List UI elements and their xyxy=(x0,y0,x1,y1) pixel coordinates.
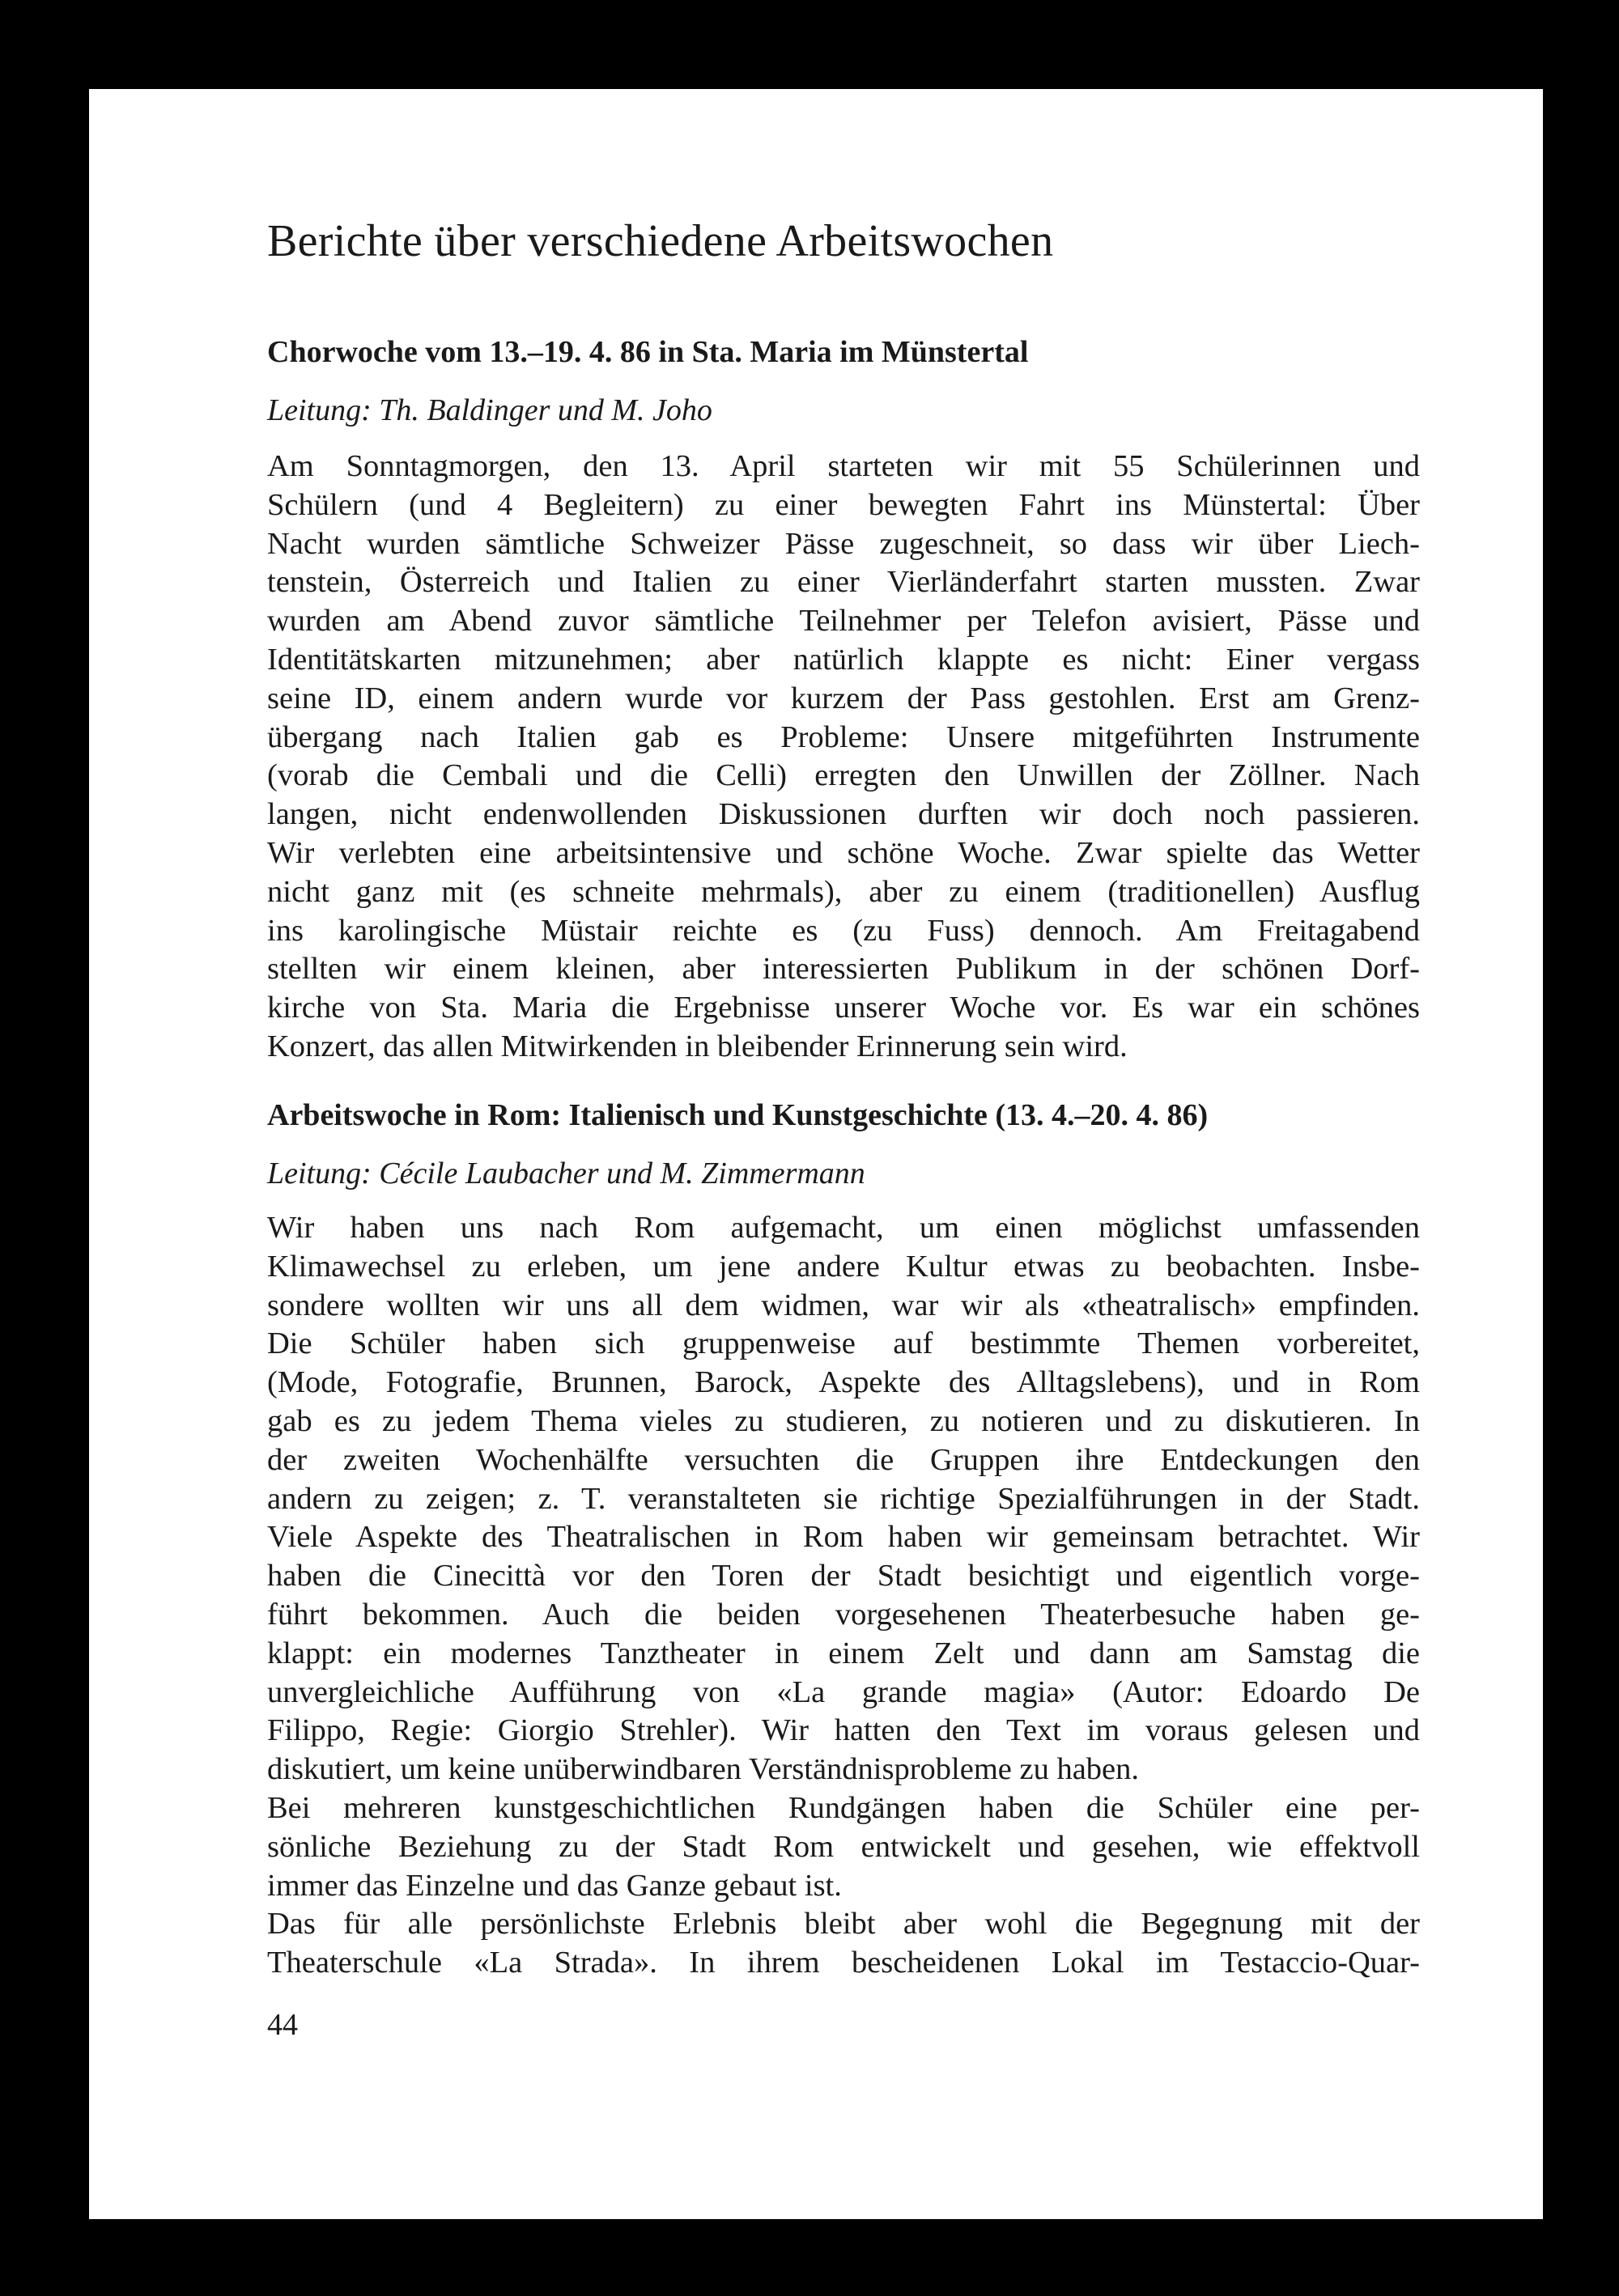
body-line: sondere wollten wir uns all dem widmen, war wir als «theatralisch» empfinden. xyxy=(267,1288,1420,1322)
body-line: übergang nach Italien gab es Probleme: Unsere mitgeführten Instrumente xyxy=(267,719,1420,754)
body-line: Nacht wurden sämtliche Schweizer Pässe zugeschneit, so dass wir über Liech- xyxy=(267,526,1420,561)
section-body-rom xyxy=(267,1209,1420,1983)
section-heading-rom: Arbeitswoche in Rom: Italienisch und Kunstgeschichte (13. 4.–20. 4. 86) xyxy=(267,1098,1209,1132)
section-body-chorwoche xyxy=(267,448,1420,1067)
body-line: Am Sonntagmorgen, den 13. April starteten wir mit 55 Schülerinnen und xyxy=(267,449,1420,483)
body-line: haben die Cinecittà vor den Toren der Stadt besichtigt und eigentlich vorge- xyxy=(267,1559,1420,1594)
body-line: sönliche Beziehung zu der Stadt Rom entwickelt und gesehen, wie effektvoll xyxy=(267,1829,1420,1864)
body-line: Die Schüler haben sich gruppenweise auf bestimmte Themen vorbereitet, xyxy=(267,1326,1420,1361)
body-line: immer das Einzelne und das Ganze gebaut ist. xyxy=(267,1868,842,1903)
body-line: Konzert, das allen Mitwirkenden in bleibender Erinnerung sein wird. xyxy=(267,1029,1128,1063)
body-line: Viele Aspekte des Theatralischen in Rom haben wir gemeinsam betrachtet. Wir xyxy=(267,1520,1420,1555)
body-line: diskutiert, um keine unüberwindbaren Verständnisprobleme zu haben. xyxy=(267,1752,1140,1787)
page-title: Berichte über verschiedene Arbeitswochen xyxy=(267,216,1054,266)
body-line: der zweiten Wochenhälfte versuchten die Gruppen ihre Entdeckungen den xyxy=(267,1442,1420,1477)
section-lead-rom: Leitung: Cécile Laubacher und M. Zimmermann xyxy=(267,1156,865,1190)
section-heading-chorwoche: Chorwoche vom 13.–19. 4. 86 in Sta. Maria im Münstertal xyxy=(267,335,1029,369)
body-line: gab es zu jedem Thema vieles zu studieren, zu notieren und zu diskutieren. In xyxy=(267,1403,1420,1438)
body-line: unvergleichliche Aufführung von «La grande magia» (Autor: Edoardo De xyxy=(267,1674,1420,1709)
body-line: wurden am Abend zuvor sämtliche Teilnehmer per Telefon avisiert, Pässe und xyxy=(267,604,1420,639)
body-line: stellten wir einem kleinen, aber interessierten Publikum in der schönen Dorf- xyxy=(267,952,1420,987)
body-line: Schülern (und 4 Begleitern) zu einer bewegten Fahrt ins Münstertal: Über xyxy=(267,487,1420,522)
body-line: tenstein, Österreich und Italien zu einer Vierländerfahrt starten mussten. Zwar xyxy=(267,565,1420,600)
body-line: ins karolingische Müstair reichte es (zu Fuss) dennoch. Am Freitagabend xyxy=(267,913,1420,948)
body-line: seine ID, einem andern wurde vor kurzem der Pass gestohlen. Erst am Grenz- xyxy=(267,681,1420,715)
body-line: Klimawechsel zu erleben, um jene andere Kultur etwas zu beobachten. Insbe- xyxy=(267,1249,1420,1284)
body-line: Wir verlebten eine arbeitsintensive und schöne Woche. Zwar spielte das Wetter xyxy=(267,835,1420,870)
body-line: klappt: ein modernes Tanztheater in einem Zelt und dann am Samstag die xyxy=(267,1636,1420,1670)
body-line: Identitätskarten mitzunehmen; aber natürlich klappte es nicht: Einer vergass xyxy=(267,642,1420,677)
body-line: kirche von Sta. Maria die Ergebnisse unserer Woche vor. Es war ein schönes xyxy=(267,991,1420,1025)
body-line: nicht ganz mit (es schneite mehrmals), aber zu einem (traditionellen) Ausflug xyxy=(267,874,1420,909)
body-line: führt bekommen. Auch die beiden vorgesehenen Theaterbesuche haben ge- xyxy=(267,1597,1420,1632)
body-line: Filippo, Regie: Giorgio Strehler). Wir hatten den Text im voraus gelesen und xyxy=(267,1713,1420,1748)
body-line: Wir haben uns nach Rom aufgemacht, um einen möglichst umfassenden xyxy=(267,1211,1420,1245)
body-line: langen, nicht endenwollenden Diskussionen durften wir doch noch passieren. xyxy=(267,797,1420,832)
body-line: Bei mehreren kunstgeschichtlichen Rundgängen haben die Schüler eine per- xyxy=(267,1790,1420,1825)
page-sheet xyxy=(89,89,1543,2219)
body-line: Das für alle persönlichste Erlebnis bleibt aber wohl die Begegnung mit der xyxy=(267,1907,1420,1942)
body-line: (vorab die Cembali und die Celli) erregten den Unwillen der Zöllner. Nach xyxy=(267,758,1420,793)
page-number: 44 xyxy=(267,2008,298,2042)
body-line: andern zu zeigen; z. T. veranstalteten sie richtige Spezialführungen in der Stadt. xyxy=(267,1481,1420,1516)
body-line: Theaterschule «La Strada». In ihrem bescheidenen Lokal im Testaccio-Quar- xyxy=(267,1946,1420,1980)
body-line: (Mode, Fotografie, Brunnen, Barock, Aspekte des Alltagslebens), und in Rom xyxy=(267,1365,1420,1400)
section-lead-chorwoche: Leitung: Th. Baldinger und M. Joho xyxy=(267,393,712,427)
